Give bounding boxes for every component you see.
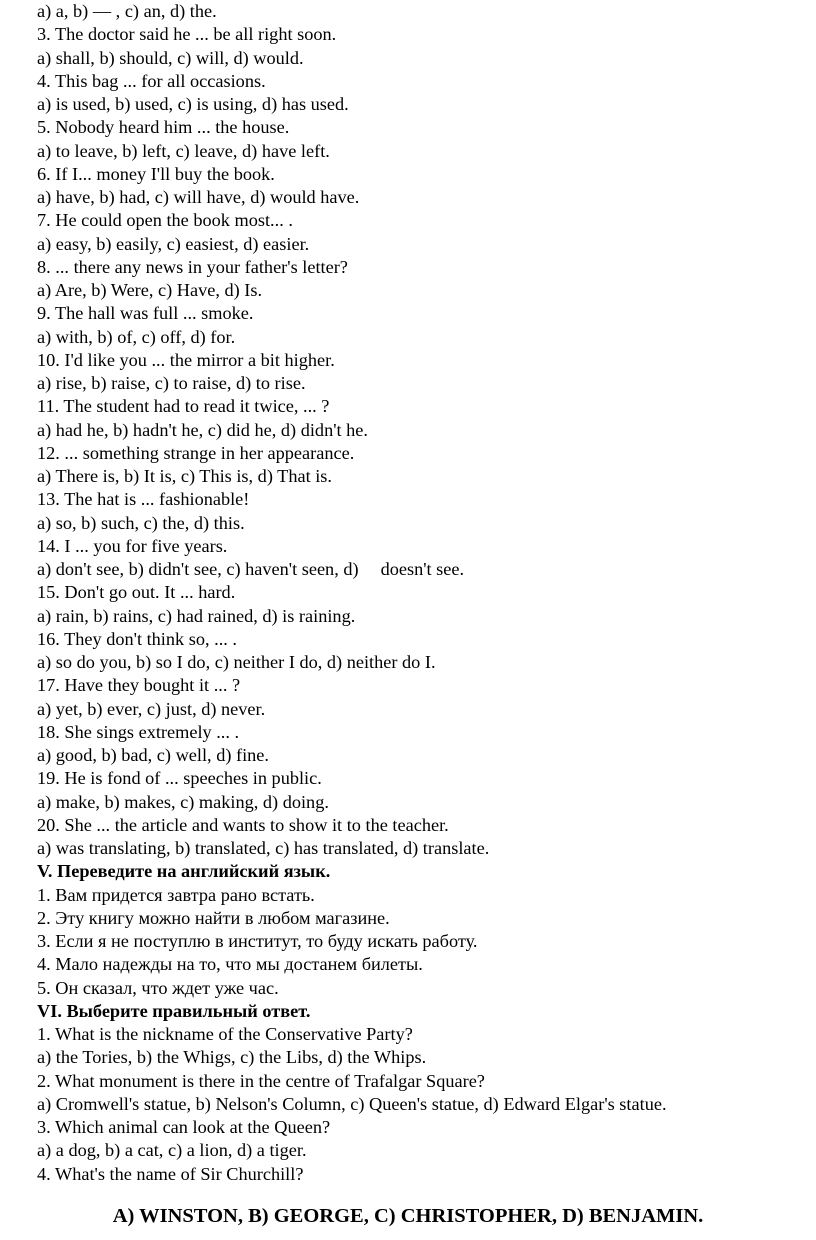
- translation-item: 3. Если я не поступлю в институт, то буду искать работу.: [37, 931, 478, 951]
- question-14-options: [37, 558, 807, 581]
- question-15-options: a) rain, b) rains, c) had rained, d) is raining.: [37, 605, 356, 626]
- question-20: 20. She ... the article and wants to show it to the teacher.: [37, 814, 449, 835]
- question-6: 6. If I... money I'll buy the book.: [37, 163, 275, 184]
- question-8: 8. ... there any news in your father's letter?: [37, 256, 348, 277]
- question-14: 14. I ... you for five years.: [37, 535, 228, 556]
- question-11-options: a) had he, b) hadn't he, c) did he, d) didn't he.: [37, 419, 368, 440]
- question-19-options: a) make, b) makes, c) making, d) doing.: [37, 791, 329, 812]
- translation-item: 4. Мало надежды на то, что мы достанем билеты.: [37, 954, 423, 975]
- quiz-question-3: 3. Which animal can look at the Queen?: [37, 1117, 331, 1137]
- question-4: 4. This bag ... for all occasions.: [37, 70, 266, 91]
- question-11: 11. The student had to read it twice, ... ?: [37, 396, 330, 417]
- question-17: 17. Have they bought it ... ?: [37, 675, 241, 696]
- question-9-options: a) with, b) of, c) off, d) for.: [37, 326, 236, 347]
- question-17-options: a) yet, b) ever, c) just, d) never.: [37, 698, 266, 719]
- translation-item: 1. Вам придется завтра рано встать.: [37, 884, 315, 905]
- question-3-options: a) shall, b) should, c) will, d) would.: [37, 47, 304, 68]
- quiz-question-1-options: a) the Tories, b) the Whigs, c) the Libs, d) the Whips.: [37, 1047, 427, 1068]
- question-2-options: a) a, b) — , c) an, d) the.: [37, 1, 217, 21]
- quiz-question-4: 4. What's the name of Sir Churchill?: [37, 1163, 304, 1184]
- quiz-question-1: 1. What is the nickname of the Conservative Party?: [37, 1024, 413, 1044]
- quiz-question-3-options: a) a dog, b) a cat, c) a lion, d) a tiger.: [37, 1140, 307, 1161]
- question-8-options: a) Are, b) Were, c) Have, d) Is.: [37, 280, 263, 300]
- question-12: 12. ... something strange in her appearance.: [37, 442, 355, 463]
- question-13: 13. The hat is ... fashionable!: [37, 489, 250, 510]
- document-page: [37, 0, 807, 1186]
- translation-item: 5. Он сказал, что ждет уже час.: [37, 977, 279, 998]
- quiz-question-2-options: a) Cromwell's statue, b) Nelson's Column, c) Queen's statue, d) Edward Elgar's statue.: [37, 1093, 667, 1114]
- question-14-options-b: doesn't see.: [380, 559, 465, 579]
- quiz-question-4-options: A) WINSTON, B) GEORGE, C) CHRISTOPHER, D) BENJAMIN.: [112, 1205, 704, 1227]
- question-7-options: a) easy, b) easily, c) easiest, d) easier.: [37, 233, 310, 254]
- question-5: 5. Nobody heard him ... the house.: [37, 117, 290, 138]
- question-16-options: a) so do you, b) so I do, c) neither I do, d) neither do I.: [37, 652, 436, 672]
- question-12-options: a) There is, b) It is, c) This is, d) That is.: [37, 466, 332, 486]
- question-20-options: a) was translating, b) translated, c) has translated, d) translate.: [37, 838, 490, 858]
- section-6-heading: VI. Выберите правильный ответ.: [37, 1000, 311, 1021]
- question-4-options: a) is used, b) used, c) is using, d) has used.: [37, 94, 349, 114]
- question-18: 18. She sings extremely ... .: [37, 721, 240, 742]
- question-19: 19. He is fond of ... speeches in public.: [37, 768, 322, 789]
- question-14-options-a: a) don't see, b) didn't see, c) haven't seen, d): [37, 559, 359, 579]
- translation-item: 2. Эту книгу можно найти в любом магазине.: [37, 907, 390, 928]
- question-10-options: a) rise, b) raise, c) to raise, d) to rise.: [37, 373, 306, 393]
- quiz-question-2: 2. What monument is there in the centre of Trafalgar Square?: [37, 1070, 485, 1091]
- question-9: 9. The hall was full ... smoke.: [37, 303, 254, 324]
- question-5-options: a) to leave, b) left, c) leave, d) have left.: [37, 140, 330, 161]
- question-13-options: a) so, b) such, c) the, d) this.: [37, 512, 245, 533]
- question-7: 7. He could open the book most... .: [37, 210, 293, 231]
- question-15: 15. Don't go out. It ... hard.: [37, 582, 236, 603]
- question-6-options: a) have, b) had, c) will have, d) would have.: [37, 187, 360, 207]
- question-3: 3. The doctor said he ... be all right soon.: [37, 24, 337, 45]
- section-5-heading: V. Переведите на английский язык.: [37, 861, 331, 882]
- question-18-options: a) good, b) bad, c) well, d) fine.: [37, 745, 269, 765]
- question-16: 16. They don't think so, ... .: [37, 628, 237, 649]
- question-10: 10. I'd like you ... the mirror a bit higher.: [37, 349, 335, 370]
